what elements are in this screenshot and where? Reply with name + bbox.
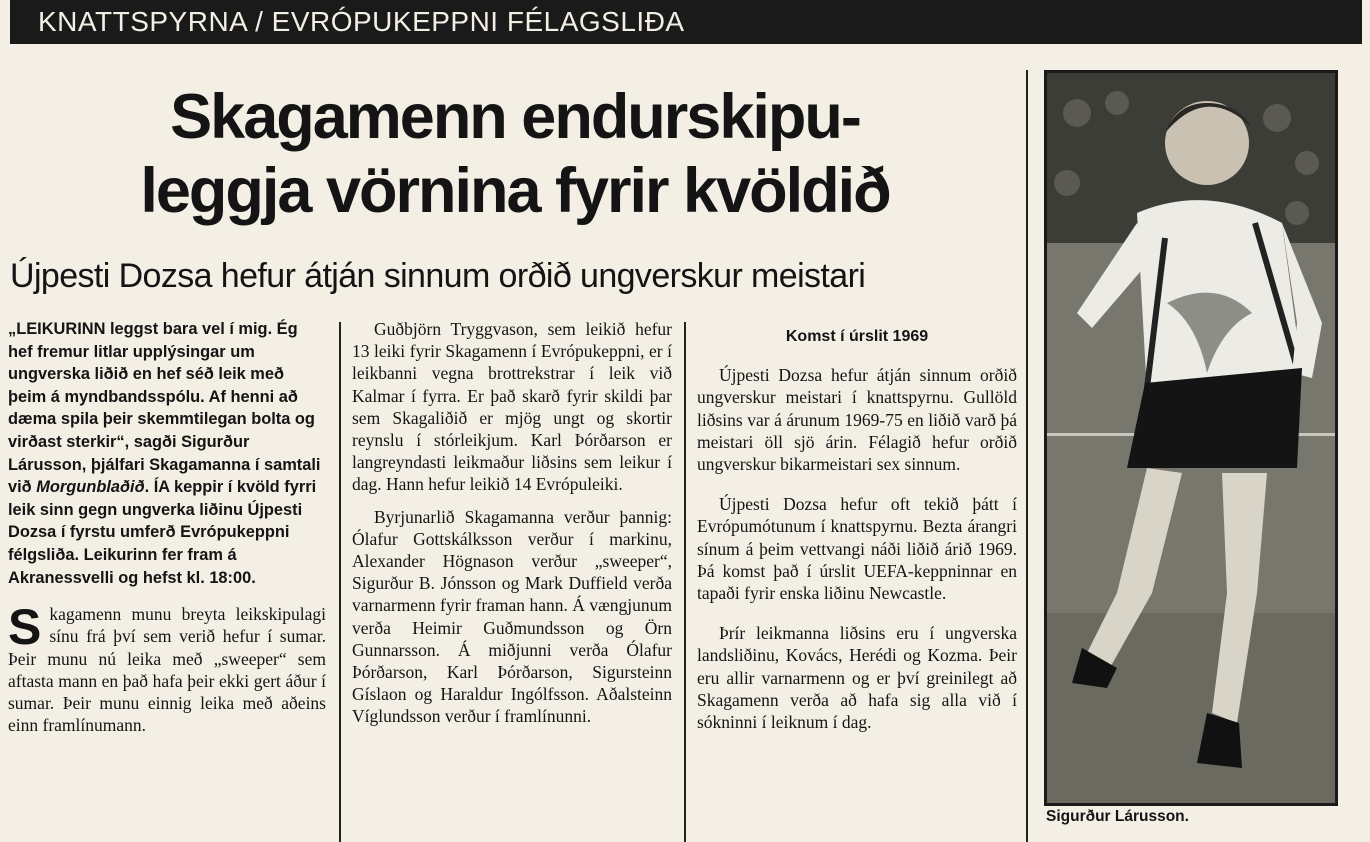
body-paragraph: Byrjunarlið Skagamanna verður þannig: Ólafur Gottskálksson verður í markinu, Alexander Högnason verður „sweeper“, Sigurður B. Jónsson og Mark Duffield verða varnarmenn fyrir framan hann. Á vængjunum verða Heimir Guðmundsson og Örn Gunnarsson. Á miðjunni verða Ólafur Þórðarson, Karl Þórðarson, Sigursteinn Gíslaon og Haraldur Ingólfsson. Aðalsteinn Víglundsson verður í framlínunni. (352, 506, 672, 727)
headline (10, 80, 1020, 228)
column-divider (684, 322, 686, 842)
headline-line-2: leggja vörnina fyrir kvöldið (140, 156, 890, 226)
photo-divider (1026, 70, 1028, 842)
drop-cap: S (8, 599, 42, 656)
body-paragraph: Újpesti Dozsa hefur átján sinnum orðið ungverskur meistari í knattspyrnu. Gullöld liðsins var á árunum 1969-75 en liðið varð þá meistari öll sjö árin. Félagið hefur orðið ungverskur bikarmeistari sex sinnum. (697, 365, 1017, 475)
body-paragraph (8, 599, 326, 736)
headline-line-1: Skagamenn endurskipu- (170, 82, 860, 152)
section-subtitle: Komst í úrslit 1969 (785, 328, 929, 345)
lead-paragraph (8, 318, 326, 589)
section-label: KNATTSPYRNA / EVRÓPUKEPPNI FÉLAGSLIÐA (10, 0, 1362, 44)
body-paragraph: Újpesti Dozsa hefur oft tekið þátt í Evrópumótunum í knattspyrnu. Bezta árangri sínum á þeim vettvangi náði liðið árið 1969. Þá komst það í úrslit UEFA-keppninnar en tapaði fyrir enska liðinu Newcastle. (697, 494, 1017, 604)
lead-italic-text: Morgunblaðið (36, 478, 145, 497)
column-divider (339, 322, 341, 842)
lead-text-end: . ÍA keppir í kvöld fyrri leik sinn gegn ungverka liðinu Újpesti Dozsa í fyrstu umferð Evrópukeppni félgsliða. Leikurinn fer fram á Akranessvelli og hefst kl. 18:00. (8, 478, 317, 587)
article-column-3 (697, 318, 1017, 751)
photo-caption: Sigurður Lárusson. (1046, 808, 1189, 825)
article-column-1 (8, 318, 326, 746)
body-text: kagamenn munu breyta leikskipulagi sínu frá því sem verið hefur í sumar. Þeir munu nú leika með „sweeper“ sem aftasta mann en það hafa þeir ekki gert áður í sumar. Þeir munu einnig leika með aðeins einn framlínumann. (8, 604, 326, 736)
subheadline: Újpesti Dozsa hefur átján sinnum orðið ungverskur meistari (10, 257, 866, 295)
body-paragraph: Guðbjörn Tryggvason, sem leikið hefur 13 leiki fyrir Skagamenn í Evrópukeppni, er í leikbanni vegna brottrekstrar í leik við Kalmar í fyrra. Er það skarð fyrir skildi þar sem Skagaliðið er mjög ungt og skortir reynslu í stórleikjum. Karl Þórðarson er langreyndasti leikmaður liðsins sem leikur í dag. Hann hefur leikið 14 Evrópuleiki. (352, 319, 672, 495)
player-photo-illustration (1047, 73, 1335, 803)
article-column-2 (352, 318, 672, 738)
lead-text: „LEIKURINN leggst bara vel í mig. Ég hef fremur litlar upplýsingar um ungverska liðið en hef séð leik með þeim á myndbandsspólu. Af henni að dæma spila þeir skemmtilegan bolta og virðast sterkir“, sagði Sigurður Lárusson, þjálfari Skagamanna í samtali við (8, 320, 321, 497)
player-photo (1044, 70, 1338, 806)
body-paragraph: Þrír leikmanna liðsins eru í ungverska landsliðinu, Kovács, Herédi og Kozma. Þeir eru allir varnarmenn og er því greinilegt að Skagamenn verða að hafa sig alla við í sókninni í leiknum í dag. (697, 623, 1017, 733)
